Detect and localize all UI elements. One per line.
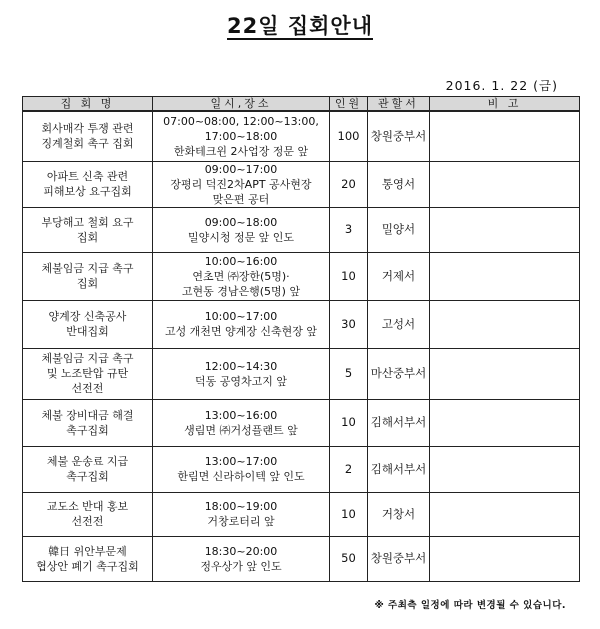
time-place-line: 13:00~17:00 (204, 455, 278, 468)
table-row (23, 536, 580, 581)
rally-name-line: 및 노조탄압 규탄 (46, 367, 129, 380)
cell-rally-name (23, 300, 153, 348)
table-row (23, 348, 580, 399)
time-place-line: 18:30~20:00 (204, 544, 278, 558)
cell-time-place (153, 300, 330, 348)
cell-remarks (430, 399, 580, 446)
time-place-line: 18:00~19:00 (204, 500, 278, 513)
cell-attendees: 10 (330, 492, 368, 536)
cell-time-place (153, 111, 330, 161)
cell-remarks (430, 492, 580, 536)
rally-name-line: 집회 (76, 277, 99, 290)
rally-name-line: 회사매각 투쟁 관련 (41, 122, 134, 136)
table-row (23, 446, 580, 492)
rally-name-line: 협상안 폐기 촉구집회 (36, 559, 139, 573)
cell-remarks (430, 111, 580, 161)
cell-time-place (153, 252, 330, 300)
cell-attendees: 2 (330, 446, 368, 492)
time-place-line: 한화테크윈 2사업장 정문 앞 (173, 144, 309, 158)
rally-name-line: 체불임금 지급 촉구 (41, 352, 134, 365)
rally-name-line: 촉구집회 (66, 423, 109, 437)
cell-time-place (153, 399, 330, 446)
cell-rally-name (23, 207, 153, 252)
cell-time-place (153, 492, 330, 536)
cell-time-place (153, 207, 330, 252)
cell-police-station: 창원중부서 (368, 536, 430, 581)
cell-attendees: 5 (330, 348, 368, 399)
time-place-line: 09:00~18:00 (204, 215, 278, 229)
time-place-line: 정우상가 앞 인도 (200, 559, 282, 573)
cell-attendees: 3 (330, 207, 368, 252)
cell-remarks (430, 207, 580, 252)
document-title: 22일 집회안내 (227, 14, 373, 38)
time-place-line: 10:00~16:00 (204, 254, 278, 268)
rally-name-line: 체불임금 지급 촉구 (41, 262, 134, 275)
cell-attendees: 50 (330, 536, 368, 581)
document-date: 2016. 1. 22 (금) (445, 78, 558, 93)
cell-rally-name (23, 492, 153, 536)
header-police-station: 관할서 (368, 97, 430, 112)
cell-rally-name (23, 161, 153, 207)
cell-police-station: 김해서부서 (368, 446, 430, 492)
time-place-line: 07:00~08:00, 12:00~13:00, (163, 114, 319, 128)
rally-name-line: 양계장 신축공사 (48, 310, 127, 323)
footnote: ※ 주최측 일정에 따라 변경될 수 있습니다. (374, 600, 566, 611)
table-row (23, 161, 580, 207)
time-place-line: 거창로터리 앞 (207, 515, 275, 528)
time-place-line: 고현동 경남은행(5명) 앞 (181, 284, 301, 298)
rally-name-line: 교도소 반대 홍보 (46, 500, 129, 513)
rally-name-line: 韓日 위안부문제 (48, 544, 127, 558)
rally-name-line: 체불 운송료 지급 (46, 455, 129, 468)
rally-name-line: 피해보상 요구집회 (43, 185, 132, 198)
cell-remarks (430, 252, 580, 300)
cell-police-station: 고성서 (368, 300, 430, 348)
rally-name-line: 반대집회 (66, 325, 109, 338)
rally-name-line: 부당해고 철회 요구 (41, 215, 134, 229)
cell-police-station: 거제서 (368, 252, 430, 300)
time-place-line: 10:00~17:00 (204, 310, 278, 323)
cell-police-station: 김해서부서 (368, 399, 430, 446)
cell-police-station: 창원중부서 (368, 111, 430, 161)
cell-attendees: 10 (330, 399, 368, 446)
table-header-row (23, 97, 580, 112)
time-place-line: 한림면 신라하이텍 앞 인도 (177, 470, 305, 483)
table-row (23, 492, 580, 536)
cell-police-station: 마산중부서 (368, 348, 430, 399)
cell-remarks (430, 536, 580, 581)
time-place-line: 밀양시청 정문 앞 인도 (187, 230, 295, 244)
cell-police-station: 거창서 (368, 492, 430, 536)
cell-police-station: 통영서 (368, 161, 430, 207)
cell-time-place (153, 446, 330, 492)
cell-rally-name (23, 399, 153, 446)
time-place-line: 생림면 ㈜거성플랜트 앞 (184, 423, 298, 437)
table-row (23, 399, 580, 446)
cell-time-place (153, 161, 330, 207)
cell-time-place (153, 536, 330, 581)
time-place-line: 맞은편 공터 (212, 192, 270, 206)
cell-time-place (153, 348, 330, 399)
cell-remarks (430, 348, 580, 399)
header-rally-name: 집 회 명 (23, 97, 153, 112)
time-place-line: 고성 개천면 양계장 신축현장 앞 (164, 325, 318, 338)
cell-rally-name (23, 536, 153, 581)
rally-schedule-table (22, 96, 580, 582)
time-place-line: 연초면 ㈜장한(5명)· (192, 269, 290, 283)
cell-police-station: 밀양서 (368, 207, 430, 252)
cell-remarks (430, 300, 580, 348)
time-place-line: 12:00~14:30 (204, 359, 278, 373)
table-row (23, 252, 580, 300)
header-remarks: 비 고 (430, 97, 580, 112)
cell-attendees: 30 (330, 300, 368, 348)
time-place-line: 09:00~17:00 (204, 162, 278, 176)
cell-rally-name (23, 111, 153, 161)
cell-rally-name (23, 252, 153, 300)
cell-rally-name (23, 348, 153, 399)
time-place-line: 덕동 공영차고지 앞 (194, 374, 287, 388)
rally-name-line: 아파트 신축 관련 (46, 170, 129, 183)
header-attendees: 인원 (330, 97, 368, 112)
time-place-line: 17:00~18:00 (204, 129, 278, 143)
cell-remarks (430, 446, 580, 492)
cell-attendees: 100 (330, 111, 368, 161)
rally-name-line: 징계철회 촉구 집회 (41, 137, 134, 151)
time-place-line: 13:00~16:00 (204, 408, 278, 422)
time-place-line: 장평리 덕진2차APT 공사현장 (170, 177, 312, 191)
table-row (23, 111, 580, 161)
cell-attendees: 20 (330, 161, 368, 207)
rally-name-line: 촉구집회 (66, 470, 109, 483)
header-time-place: 일시,장소 (153, 97, 330, 112)
rally-name-line: 집회 (76, 230, 99, 244)
cell-remarks (430, 161, 580, 207)
table-row (23, 207, 580, 252)
cell-rally-name (23, 446, 153, 492)
rally-name-line: 선전전 (71, 382, 104, 395)
cell-attendees: 10 (330, 252, 368, 300)
rally-name-line: 체불 장비대금 해결 (41, 408, 134, 422)
rally-name-line: 선전전 (71, 515, 104, 528)
table-row (23, 300, 580, 348)
